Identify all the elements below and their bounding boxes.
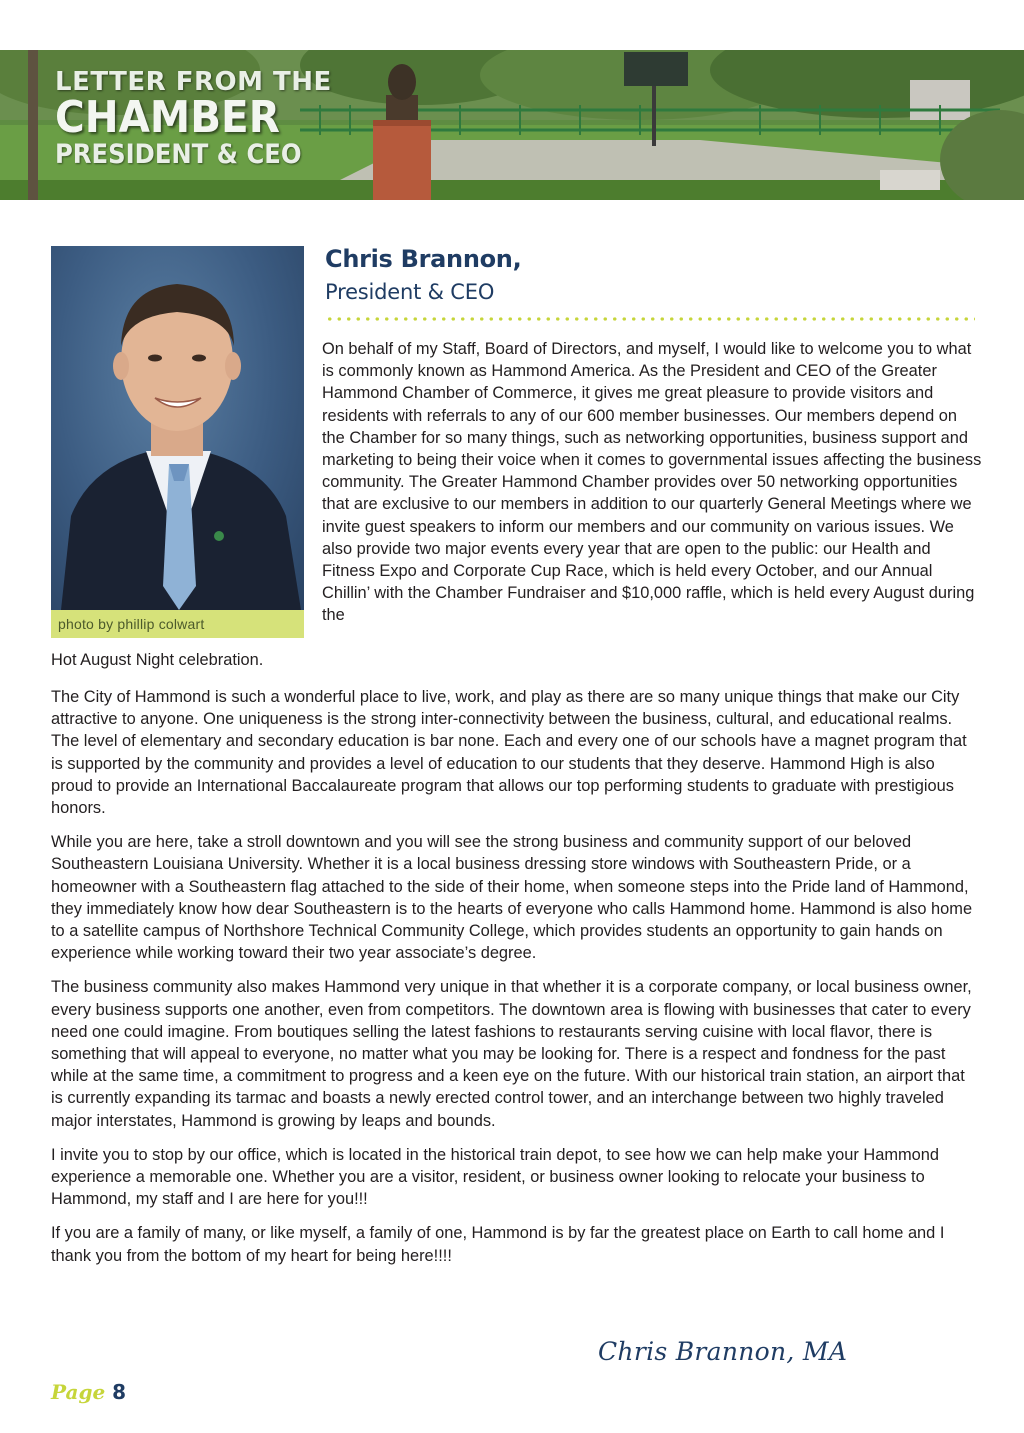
letter-paragraph-2: The City of Hammond is such a wonderful place to live, work, and play as there are so many unique things that make our City attractive to anyone. One uniqueness is the strong inter-connectivity between the business, cultural, and educational realms. The level of elementary and secondary education is bar none. Each and every one of our schools have a magnet program that is supported by the community and provides a level of education to our students that they deserve. Hammond High is also proud to provide an International Baccalaureate program that allows our top performing students to graduate with prestigious honors. [51,688,967,818]
page-number [51,1380,126,1404]
banner-title-line3: PRESIDENT & CEO [55,139,302,170]
letter-paragraph-4: The business community also makes Hammond very unique in that whether it is a corporate company, or local business owner, every business supports one another, even from competitors. The downtown area is flowing with businesses that cater to every need one could imagine. From boutiques selling the latest fashions to restaurants serving cuisine with local flavor, there is something that will appeal to everyone, no matter what you may be looking for. There is a respect and fondness for the past while at the same time, a commitment to progress and a keen eye on the future. With our historical train station, an airport that is currently expanding its tarmac and boasts a newly erected control tower, and an interchange between two highly traveled major interstates, Hammond is growing by leaps and bounds. [51,978,972,1130]
author-name: Chris Brannon, [325,245,522,273]
letter-paragraph-3: While you are here, take a stroll downtown and you will see the strong business and community support of our beloved Southeastern Louisiana University. Whether it is a local business dressing store windows with Southeastern Pride, or a homeowner with a Southeastern flag attached to the side of their home, when someone steps into the Pride land of Hammond, they immediately know how dear Southeastern is to the hearts of everyone who calls Hammond home. Hammond is also home to a satellite campus of Northshore Technical Community College, which provides students an opportunity to gain hands on experience while working toward their two year associate’s degree. [51,833,973,963]
portrait-photo [51,246,304,610]
page-label: Page [51,1380,106,1404]
letter-paragraph-6: If you are a family of many, or like myself, a family of one, Hammond is by far the greatest place on Earth to call home and I thank you from the bottom of my heart for being here!!!! [51,1224,945,1265]
letter-paragraph-5: I invite you to stop by our office, which is located in the historical train depot, to see how we can help make your Hammond experience a memorable one. Whether you are a visitor, resident, or business owner looking to relocate your business to Hammond, my staff and I are here for you!!! [51,1145,939,1209]
page-number-value: 8 [112,1380,127,1404]
signature: Chris Brannon, MA [598,1337,848,1366]
banner-title-line1: LETTER FROM THE [55,67,332,97]
banner-title [55,68,332,170]
dotted-divider [325,316,975,322]
header-banner [0,50,1024,200]
letter-paragraph-1: On behalf of my Staff, Board of Directors, and myself, I would like to welcome you to what is commonly known as Hammond America. As the President and CEO of the Greater Hammond Chamber of Commerce, it gives me great pleasure to provide visitors and residents with referrals to any of our 600 member businesses. Our members depend on the Chamber for so many things, such as networking opportunities, business support and marketing to being their voice when it comes to governmental issues affecting the business community. The Greater Hammond Chamber provides over 50 networking opportunities that are exclusive to our members in addition to our quarterly General Meetings where we invite guest speakers to inform our members and our community on various issues. We also provide two major events every year that are open to the public: our Health and Fitness Expo and Corporate Cup Race, which is held every October, and our Annual Chillin’ with the Chamber Fundraiser and $10,000 raffle, which is held every August during the [322,340,982,625]
author-role: President & CEO [325,280,495,304]
banner-title-line2: CHAMBER [55,92,280,143]
letter-body [51,686,976,1279]
portrait-illustration [51,246,304,610]
letter-paragraph-1-continuation: Hot August Night celebration. [51,651,264,669]
photo-caption: photo by phillip colwart [51,610,304,638]
